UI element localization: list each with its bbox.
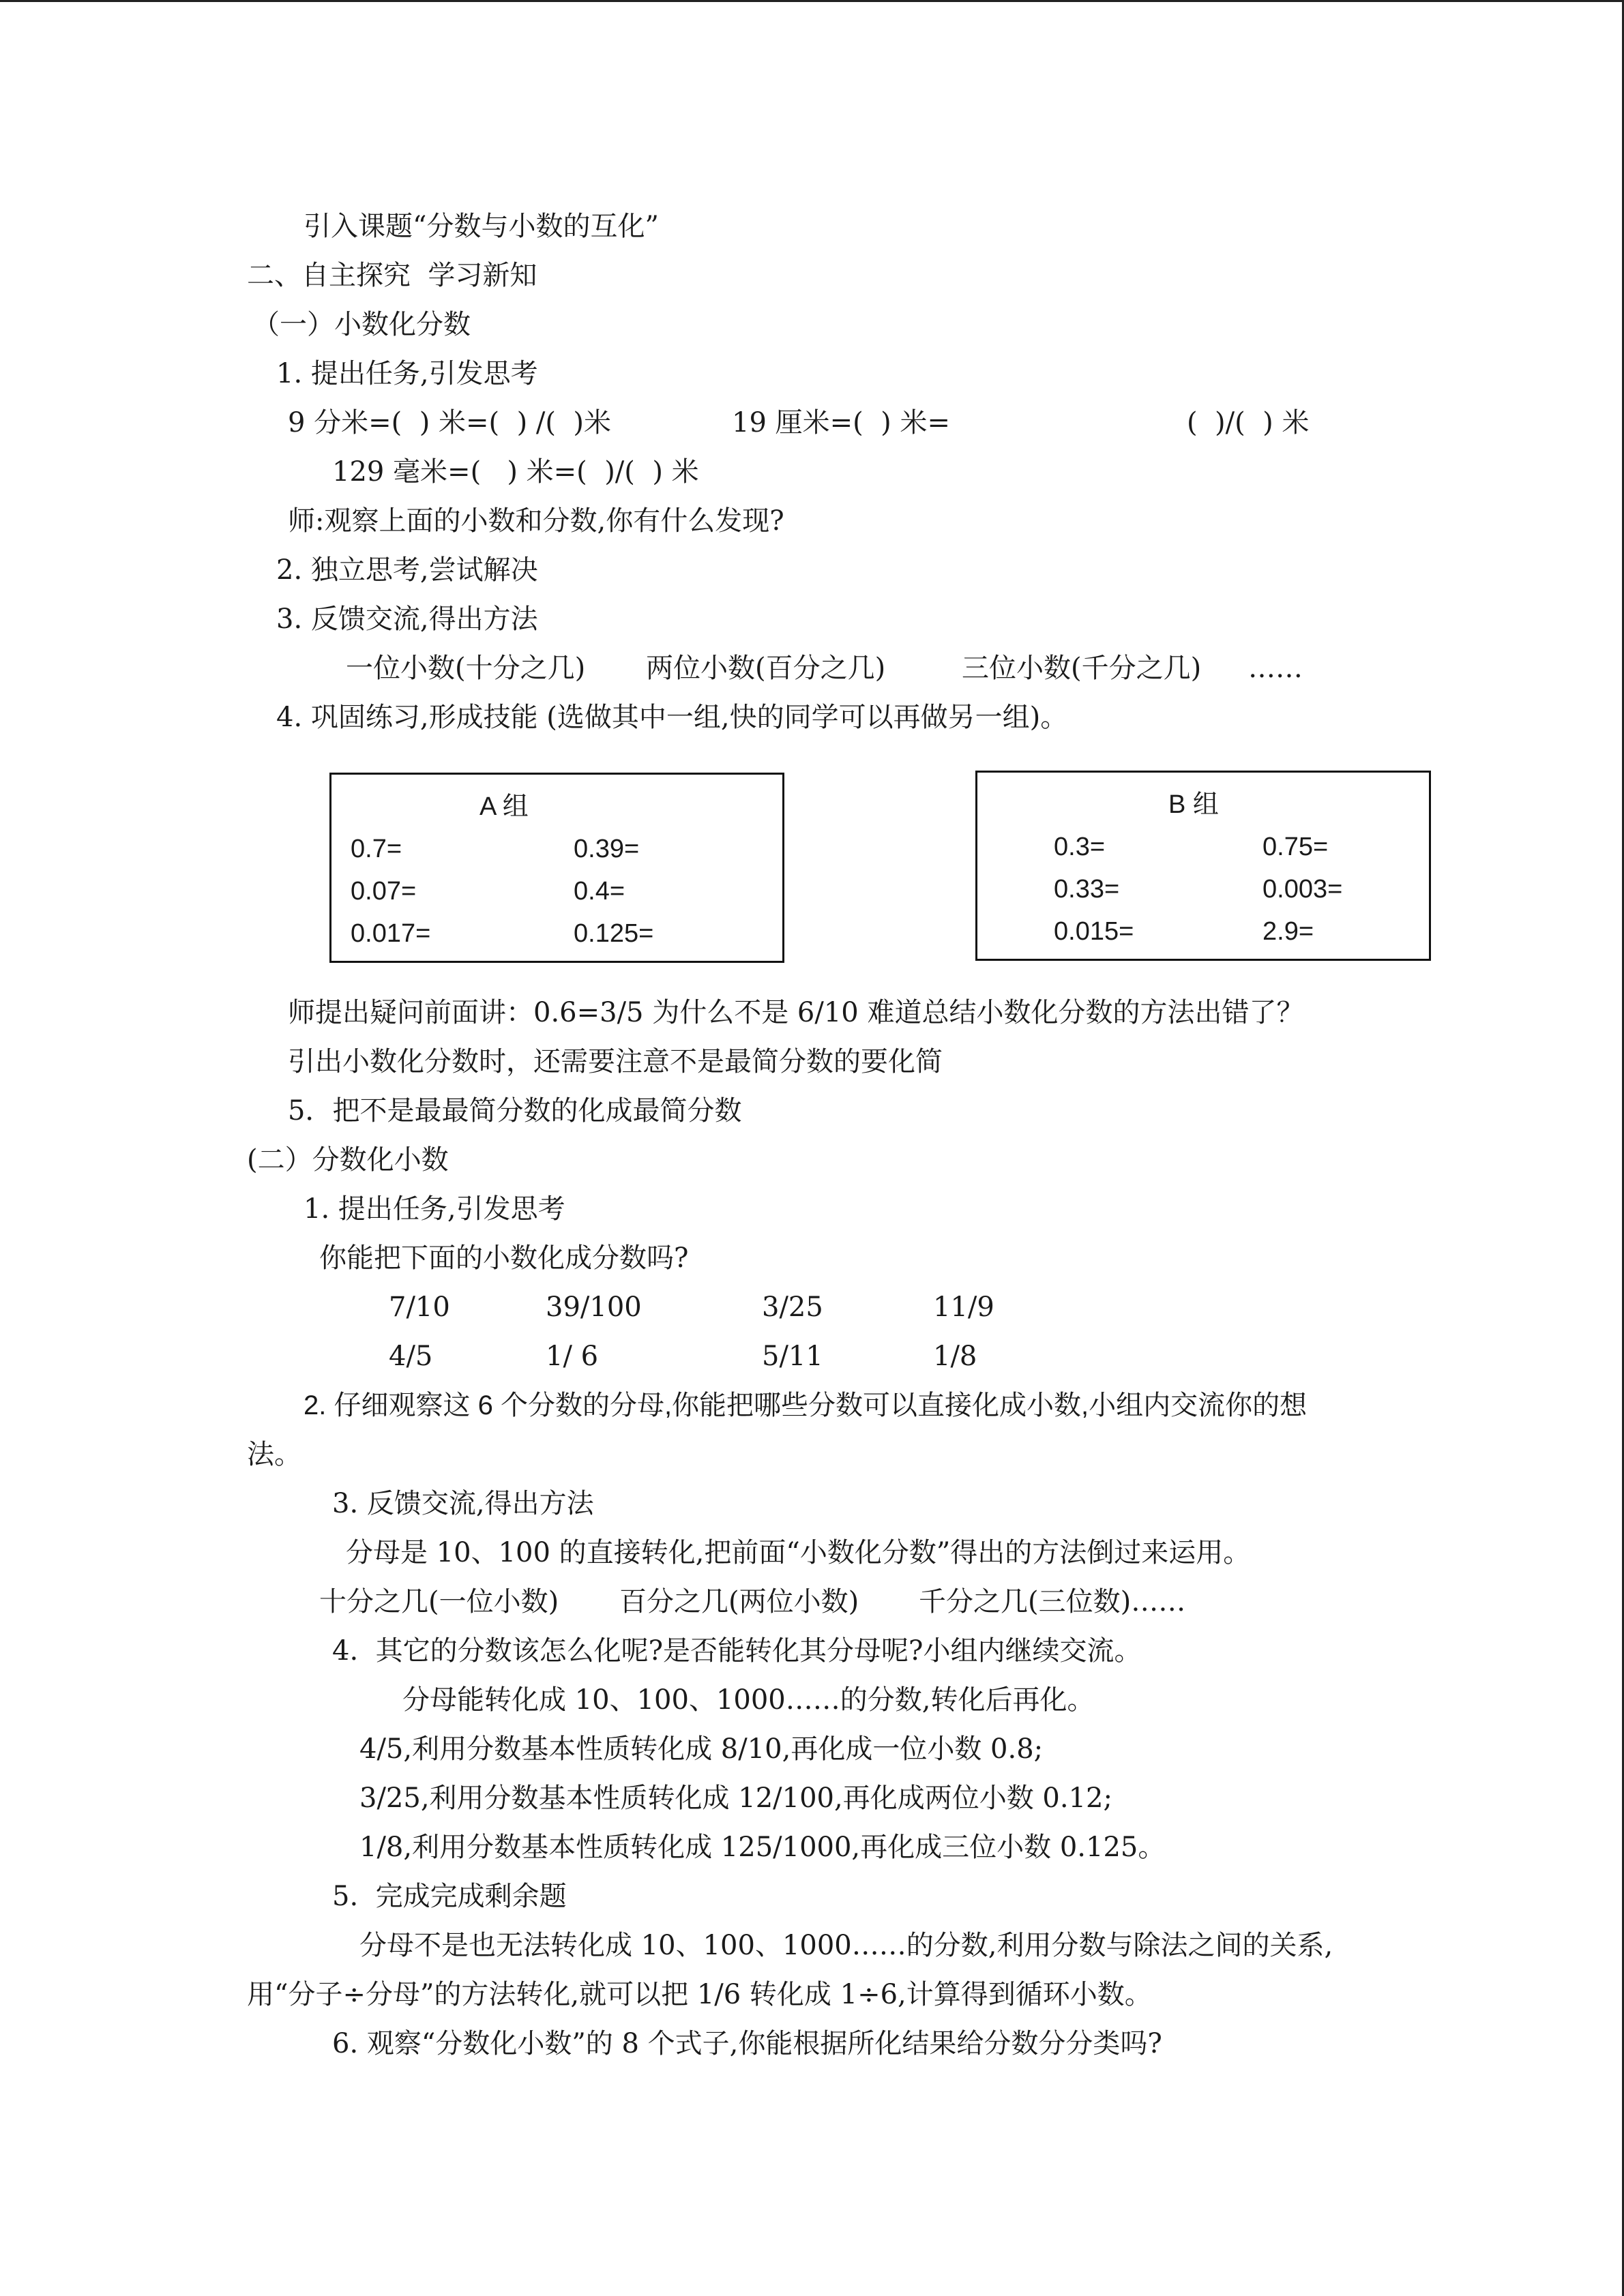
step-4b-heading: 4. 其它的分数该怎么化呢?是否能转化其分母呢?小组内继续交流。 bbox=[332, 1635, 1142, 1667]
group-b-item: 0.003= bbox=[1263, 875, 1343, 904]
group-a-item: 0.017= bbox=[351, 919, 431, 948]
method-ellipsis: …… bbox=[1248, 653, 1303, 684]
method-hundredths: 百分之几(两位小数) bbox=[619, 1586, 859, 1617]
teacher-doubt: 师提出疑问前面讲：0.6=3/5 为什么不是 6/10 难道总结小数化分数的方法出错了？ bbox=[288, 997, 1304, 1028]
fraction-item: 5/11 bbox=[762, 1341, 823, 1372]
step-3-heading: 3. 反馈交流,得出方法 bbox=[276, 603, 538, 635]
intro-topic: 引入课题“分数与小数的互化” bbox=[304, 211, 659, 242]
example-4-5: 4/5,利用分数基本性质转化成 8/10,再化成一位小数 0.8; bbox=[359, 1733, 1044, 1765]
group-b-item: 0.33= bbox=[1054, 875, 1120, 904]
exercise-millimeter: 129 毫米=( ) 米=( )/( ) 米 bbox=[332, 456, 699, 488]
group-b-item: 2.9= bbox=[1263, 917, 1314, 946]
fraction-item: 1/8 bbox=[933, 1341, 977, 1372]
simplify-note: 引出小数化分数时，还需要注意不是最简分数的要化简 bbox=[288, 1046, 943, 1077]
method-three-decimal: 三位小数(千分之几) bbox=[962, 653, 1202, 684]
convertible-denominator-note: 分母能转化成 10、100、1000……的分数,转化后再化。 bbox=[402, 1684, 1095, 1716]
group-a-item: 0.39= bbox=[574, 835, 640, 863]
step-2b-heading: 2. 仔细观察这 6 个分数的分母,你能把哪些分数可以直接化成小数,小组内交流你的想 bbox=[304, 1390, 1308, 1420]
group-b-title: B 组 bbox=[1168, 790, 1219, 819]
fraction-item: 4/5 bbox=[389, 1341, 433, 1372]
direct-conversion-note: 分母是 10、100 的直接转化,把前面“小数化分数”得出的方法倒过来运用。 bbox=[346, 1537, 1251, 1568]
subsection-heading-2: (二）分数化小数 bbox=[247, 1144, 449, 1176]
fraction-item: 3/25 bbox=[762, 1292, 823, 1323]
step-5b-heading: 5. 完成完成剩余题 bbox=[332, 1881, 567, 1912]
group-a-item: 0.125= bbox=[574, 919, 654, 948]
group-b-item: 0.015= bbox=[1054, 917, 1134, 946]
subsection-heading-1: （一）小数化分数 bbox=[252, 309, 471, 340]
fraction-question: 你能把下面的小数化成分数吗? bbox=[319, 1242, 689, 1274]
group-a-title: A 组 bbox=[479, 792, 529, 821]
method-one-decimal: 一位小数(十分之几) bbox=[346, 653, 586, 684]
non-convertible-note: 分母不是也无法转化成 10、100、1000……的分数,利用分数与除法之间的关系, bbox=[359, 1930, 1333, 1961]
group-a-item: 0.07= bbox=[351, 877, 417, 906]
exercise-centimeter: 19 厘米=( ) 米= bbox=[732, 407, 950, 438]
step-5-heading: 5．把不是最最简分数的化成最简分数 bbox=[288, 1095, 742, 1127]
section-heading-2: 二、自主探究 学习新知 bbox=[247, 260, 537, 291]
group-b-box bbox=[975, 771, 1431, 961]
step-2b-continuation: 法。 bbox=[247, 1440, 301, 1470]
group-a-item: 0.7= bbox=[351, 835, 402, 863]
step-6b-heading: 6. 观察“分数化小数”的 8 个式子,你能根据所化结果给分数分分类吗? bbox=[332, 2028, 1162, 2059]
group-a-box bbox=[329, 773, 784, 963]
group-b-item: 0.75= bbox=[1263, 833, 1329, 861]
step-2-heading: 2. 独立思考,尝试解决 bbox=[276, 554, 538, 586]
group-a-item: 0.4= bbox=[574, 877, 625, 906]
fraction-item: 11/9 bbox=[933, 1292, 994, 1323]
step-3b-heading: 3. 反馈交流,得出方法 bbox=[332, 1488, 594, 1519]
method-two-decimal: 两位小数(百分之几) bbox=[646, 653, 886, 684]
division-method-note: 用“分子÷分母”的方法转化,就可以把 1/6 转化成 1÷6,计算得到循环小数。 bbox=[247, 1979, 1152, 2010]
exercise-decimeter: 9 分米=( ) 米=( ) /( )米 bbox=[288, 407, 612, 438]
fraction-item: 1/ 6 bbox=[546, 1341, 599, 1372]
group-b-item: 0.3= bbox=[1054, 833, 1106, 861]
teacher-question: 师:观察上面的小数和分数,你有什么发现? bbox=[288, 505, 784, 537]
fraction-item: 7/10 bbox=[389, 1292, 450, 1323]
method-thousandths: 千分之几(三位数)…… bbox=[919, 1586, 1186, 1617]
exercise-centimeter-fraction: ( )/( ) 米 bbox=[1187, 407, 1310, 438]
example-3-25: 3/25,利用分数基本性质转化成 12/100,再化成两位小数 0.12; bbox=[359, 1783, 1112, 1814]
example-1-8: 1/8,利用分数基本性质转化成 125/1000,再化成三位小数 0.125。 bbox=[359, 1832, 1166, 1863]
step-1b-heading: 1. 提出任务,引发思考 bbox=[304, 1193, 565, 1225]
fraction-item: 39/100 bbox=[546, 1292, 642, 1323]
method-tenths: 十分之几(一位小数) bbox=[319, 1586, 559, 1617]
step-1-heading: 1. 提出任务,引发思考 bbox=[276, 358, 538, 389]
top-border bbox=[0, 0, 1624, 2]
step-4-heading: 4. 巩固练习,形成技能 (选做其中一组,快的同学可以再做另一组)。 bbox=[276, 702, 1068, 733]
